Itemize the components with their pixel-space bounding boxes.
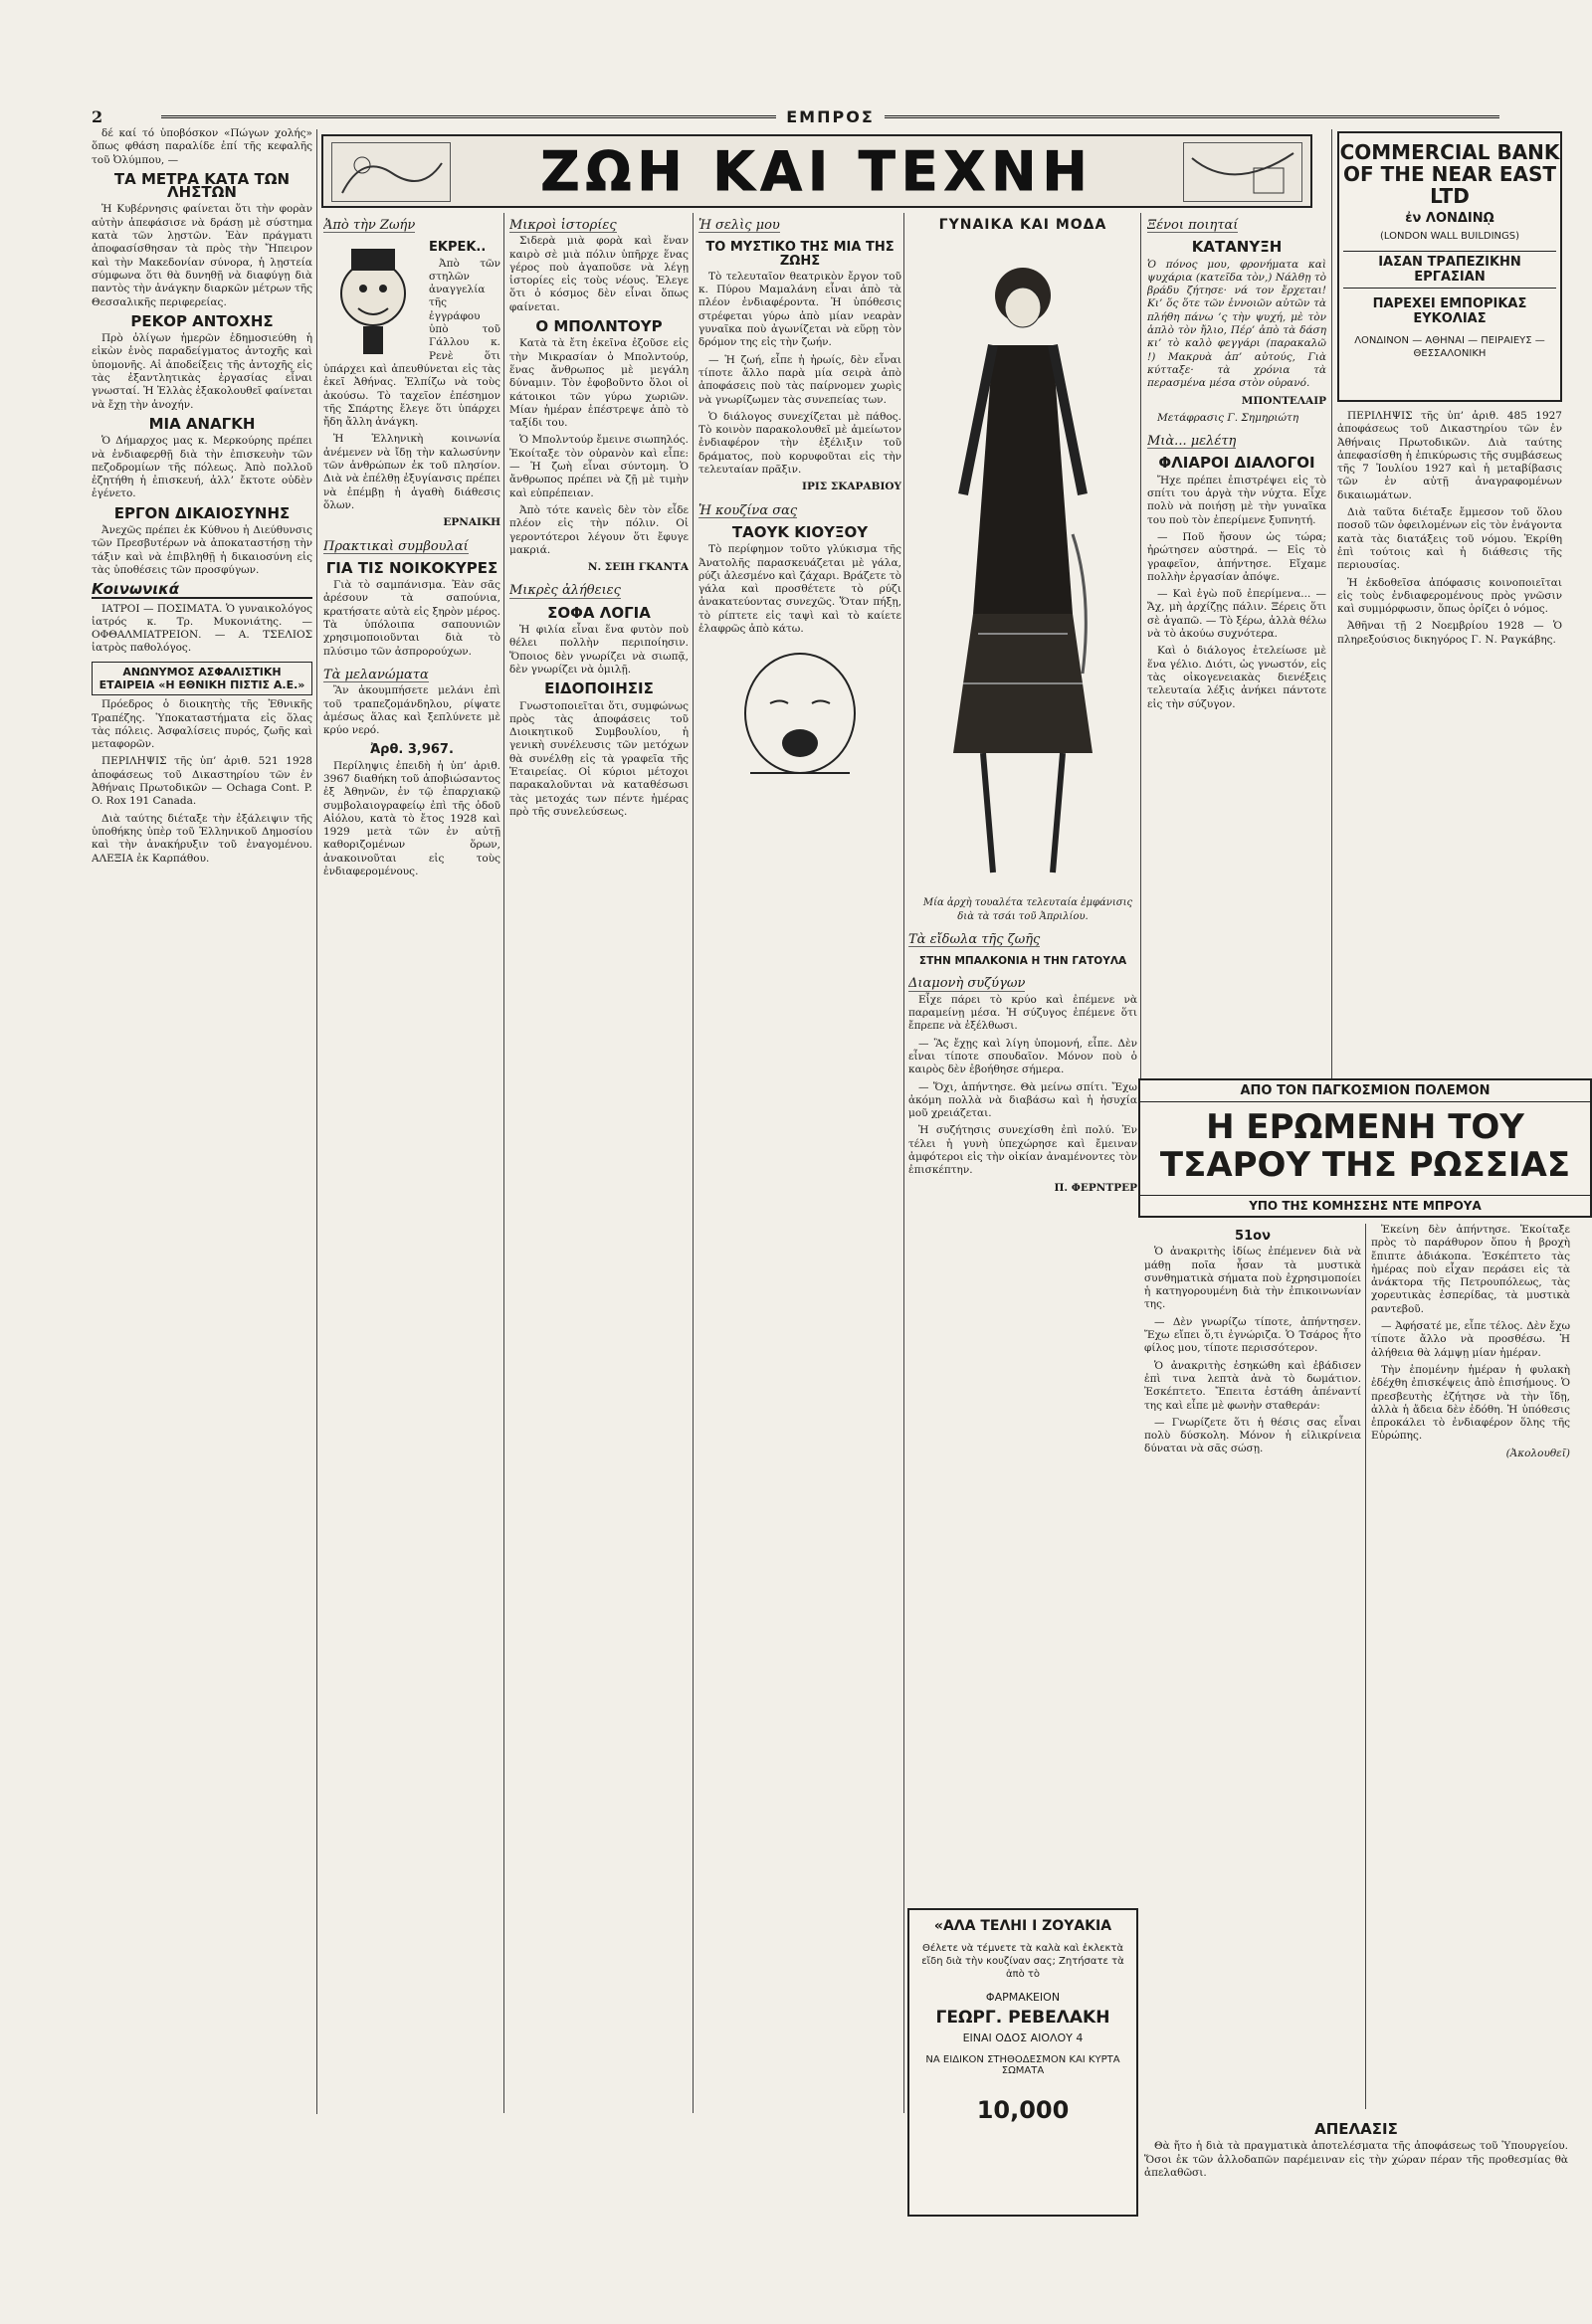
kicker: Μιὰ... μελέτη [1147, 434, 1237, 450]
kicker: Μικροὶ ἱστορίες [509, 218, 617, 233]
ad-bank-line: ΙΑΣΑΝ ΤΡΑΠΕΖΙΚΗΝ ΕΡΓΑΣΙΑΝ [1343, 251, 1556, 289]
pharmacy-advertisement [907, 1908, 1138, 2217]
article-text: Ἤχε πρέπει ἐπιστρέψει εἰς τὸ σπίτι του ἀργὰ τὴν νύχτα. Εἶχε πολὺ νὰ ποιήσῃ μὲ τὴν γυναῖκα του ποὺ τὸν ἐπερίμενε ξυπνητή. [1147, 474, 1326, 526]
article-text: ΙΑΤΡΟΙ — ΠΟΣΙΜΑΤΑ. Ὁ γυναικολόγος ἰατρός κ. Τρ. Μυκονιάτης. — ΟΦΘΑΛΜΙΑΤΡΕΙΟΝ. — Α. ΤΣΕΛΙΟΣ ἰατρὸς παθολόγος. [92, 602, 312, 655]
column-mikroi [509, 213, 689, 2113]
image-caption: Μία ἀρχὴ τουαλέτα τελευταία ἐμφάνισις διὰ τὰ τσάι τοῦ Ἀπριλίου. [922, 897, 1133, 922]
article-text: Περίληψις ἐπειδὴ ἡ ὑπ’ ἀριθ. 3967 διαθήκη τοῦ ἀποβιώσαντος ἐξ Ἀθηνῶν, ἐν τῷ ἐπαρχιακῷ συμβολαιογραφείῳ ἐπὶ τῆς ὁδοῦ Αἰόλου, κατὰ τὸ ἔτος 1928 καὶ 1929 μετὰ τῶν ἐν αὐτῇ καθοριζομένων ὅρων, ἀνακοινοῦται εἰς τοὺς ἐνδιαφερομένους. [323, 759, 500, 878]
article-text: Διὰ ταύτης διέταξε τὴν ἐξάλειψιν τῆς ὑποθήκης ὑπὲρ τοῦ Ἑλληνικοῦ Δημοσίου καὶ τὴν ἀνακήρυξιν τοῦ ἐναγομένου. ΑΛΕΞΙΑ ἐκ Καρπάθου. [92, 812, 312, 865]
column-rule [1365, 1224, 1366, 2109]
newspaper-name: ΕΜΠΡΟΣ [786, 106, 875, 126]
ad-bank-address: (LONDON WALL BUILDINGS) [1379, 231, 1520, 242]
article-text: Εἶχε πάρει τὸ κρύο καὶ ἐπέμενε νὰ παραμείνῃ μέσα. Ἡ σύζυγος ἐπέμενε ὅτι ἔπρεπε νὰ ἐξέλθωσι. [908, 993, 1137, 1033]
article-text: Ὁ Μπολντούρ ἔμεινε σιωπηλός. Ἐκοίταξε τὸν οὐρανὸν καὶ εἶπε: — Ἡ ζωὴ εἶναι σύντομη. Ὁ ἄνθρωπος πρέπει νὰ ζῇ μὲ τιμὴν καὶ εὐπρέπειαν. [509, 434, 689, 499]
headline: ΦΛΙΑΡΟΙ ΔΙΑΛΟΓΟΙ [1158, 454, 1315, 473]
headline: ΑΠΕΛΑΣΙΣ [1314, 2120, 1398, 2138]
article-text: Ὁ ἀνακριτὴς ἰδίως ἐπέμενεν διὰ νὰ μάθῃ ποῖα ἦσαν τὰ μυστικὰ συνθηματικὰ σήματα ποὺ ἐχρησιμοποίει ἡ κατηγορουμένη διὰ τὴν ἐπικοινωνίαν της. [1144, 1246, 1361, 1311]
headline: ΚΑΤΑΝΥΞΗ [1191, 238, 1283, 257]
headline: ΤΑΟΥΚ ΚΙΟΥΞΟΥ [731, 522, 869, 541]
article-text: Σιδερὰ μιὰ φορὰ καὶ ἕναν καιρὸ σὲ μιὰ πόλιν ὑπῆρχε ἕνας γέρος ποὺ ἀγαποῦσε νὰ λέγῃ ἱστορίες εἰς τοὺς νέους. Ἐλεγε ὅτι ὁ κόσμος δὲν εἶναι ὅπως φαίνεται. [509, 235, 689, 313]
ad-bank-line: ΛΟΝΔΙΝΟΝ — ΑΘΗΝΑΙ — ΠΕΙΡΑΙΕΥΣ — ΘΕΣΣΑΛΟΝΙΚΗ [1354, 335, 1545, 359]
article-text: Κατὰ τὰ ἔτη ἐκεῖνα ἐζοῦσε εἰς τὴν Μικρασίαν ὁ Μπολντούρ, ἕνας ἄνθρωπος μὲ μεγάλη δύναμιν. Τὸν ἐφοβοῦντο ὅλοι οἱ κάτοικοι τῶν γύρω χωριῶν. Μίαν ἡμέραν ἐπέστρεψε ἀπὸ τὸ ταξίδι του. [509, 337, 689, 430]
article-text: Ὁ Δήμαρχος μας κ. Μερκούρης πρέπει νὰ ἐνδιαφερθῇ διὰ τὴν ἐπισκευὴν τῶν πεζοδρομίων τῆς πόλεως. Ἀπὸ πολλοῦ ἐζητήθη ἡ ἐπισκευή, ἀλλ’ ἔκτοτε οὐδὲν ἐγένετο. [92, 435, 312, 500]
ad-name: ΓΕΩΡΓ. ΡΕΒΕΛΑΚΗ [935, 2008, 1110, 2028]
headline: Ο ΜΠΟΛΝΤΟΥΡ [535, 317, 663, 336]
article-text: Καὶ ὁ διάλογος ἐτελείωσε μὲ ἕνα γέλιο. Διότι, ὡς γνωστόν, εἰς τὰς οἰκογενειακὰς διενέξεις τελευταία λέξις ἀνήκει πάντοτε εἰς τὴν σύζυγον. [1147, 645, 1326, 710]
fashion-illustration [923, 236, 1122, 892]
article-text: Τὸ τελευταῖον θεατρικὸν ἔργον τοῦ κ. Πύρου Μαμαλάνη εἶναι ἀπὸ τὰ πλέον ἐνδιαφέροντα. Ἡ ὑπόθεσις στρέφεται γύρω ἀπὸ μίαν νεαρὰν γυναῖκα ποὺ ἀγωνίζεται νὰ εὕρῃ τὸν δρόμον της εἰς τὴν ζωήν. [698, 270, 901, 349]
headline: ΤΑ ΜΕΤΡΑ ΚΑΤΑ ΤΩΝ ΛΗΣΤΩΝ [113, 169, 291, 202]
kicker: Πρακτικαὶ συμβουλαί [323, 538, 469, 554]
article-text: — Καὶ ἐγὼ ποῦ ἐπερίμενα... — Ἄχ, μὴ ἀρχίζῃς πάλιν. Ξέρεις ὅτι σὲ ἀγαπῶ. — Τὸ ξέρω, ἀλλὰ θέλω νὰ τὸ ἀκούω συχνότερα. [1147, 588, 1326, 641]
kicker: Τὰ μελανώματα [323, 667, 429, 682]
article-text: — Ποῦ ἤσουν ὡς τώρα; ἠρώτησεν αὐστηρά. — Εἰς τὸ γραφεῖον, ἀπήντησε. Εἴχαμε πολλὴν ἐργασίαν ἀπόψε. [1147, 530, 1326, 583]
article-text: Ἂν ἀκουμπήσετε μελάνι ἐπὶ τοῦ τραπεζομάνδηλου, ρίψατε ἀμέσως ἅλας καὶ ξεπλύνετε μὲ κρύο νερό. [323, 684, 500, 737]
kicker: Ἀπὸ τὴν Ζωήν [323, 218, 416, 233]
poem-text: Ὁ πόνος μου, φρονήματα καὶ ψυχάρια (κατεῖδα τὸν,) Νάλθῃ τὸ βράδυ ζήτησε· νά τον ἔρχεται! Κι’ ὅς ὅτε τῶν ἐννοιῶν αὐτῶν τὰ πλήθη πάνω ’ς τὴν ψυχή, μὲ τὸν ἁπλὸ τὸν ἤλιο, Πέρ’ ἀπὸ τὰ δάση κι’ τὸ καλὸ φεγγάρι (παρακαλῶ !) Μακρυὰ ἀπ’ αὐτούς, Γιὰ κύτταξε· τὰ χρόνια τὰ περασμένα μέσα στὸν οὐρανό. [1147, 258, 1326, 390]
column-serial-2 [1371, 1224, 1570, 2109]
headline: Κοινωνικά [92, 583, 312, 598]
byline: ΕΡΝΑΙΚΗ [443, 516, 500, 529]
face-illustration [710, 644, 890, 793]
kicker: Ξένοι ποιηταί [1147, 218, 1239, 233]
byline: Π. ΦΕΡΝΤΡΕΡ [1054, 1181, 1137, 1194]
kicker: Τὰ εἴδωλα τῆς ζωῆς [908, 931, 1041, 947]
serial-kicker: ΑΠΟ ΤΟΝ ΠΑΓΚΟΣΜΙΟΝ ΠΟΛΕΜΟΝ [1140, 1080, 1590, 1102]
serial-title-line2: ΤΣΑΡΟΥ ΤΗΣ ΡΩΣΣΙΑΣ [1159, 1145, 1571, 1185]
article-text: Γιὰ τὸ σαμπάνισμα. Ἐὰν σᾶς ἀρέσουν τὰ σαπούνια, κρατήσατε αὐτὰ εἰς ξηρὸν μέρος. Τὰ ὑπόλοιπα σαπουνιῶν χρησιμοποιοῦνται διὰ τὸ πλύσιμο τῶν ἀσπρορούχων. [323, 579, 500, 658]
kicker: Ἡ σελὶς μου [698, 218, 780, 233]
article-text: Ἡ Ἑλληνικὴ κοινωνία ἀνέμενεν νὰ ἴδῃ τὴν καλωσύνην τῶν ἀνθρώπων ἐκ τοῦ πλησίον. Διὰ νὰ ἐπέλθῃ ἐξυγίανσις πρέπει νὰ ἐπέμβῃ ἡ ἀγαθὴ διάθεσις ὅλων. [323, 433, 500, 511]
headline: ΡΕΚΟΡ ΑΝΤΟΧΗΣ [130, 311, 274, 330]
column-rule [1331, 129, 1332, 1078]
article-text: Ὁ διάλογος συνεχίζεται μὲ πάθος. Τὸ κοινὸν παρακολουθεῖ μὲ ἀμείωτον ἐνδιαφέρον τὴν ἐξέλιξιν τοῦ δράματος, ποὺ κορυφοῦται εἰς τὴν τελευταίαν πρᾶξιν. [698, 410, 901, 477]
masthead-rule-right [885, 115, 1499, 118]
article-text: Ἡ συζήτησις συνεχίσθη ἐπὶ πολύ. Ἐν τέλει ἡ γυνὴ ὑπεχώρησε καὶ ἔμειναν ἀμφότεροι εἰς τὴν οἰκίαν ἀναμένοντες τὸν ἐπισκέπτην. [908, 1124, 1137, 1177]
byline: ΙΡΙΣ ΣΚΑΡΑΒΙΟΥ [802, 481, 901, 493]
kicker: Μικρὲς ἀλήθειες [509, 583, 621, 599]
article-text: Πρόεδρος ὁ διοικητὴς τῆς Ἐθνικῆς Τραπέζης. Ὑποκαταστήματα εἰς ὅλας τὰς πόλεις. Ἀσφαλίσεις πυρός, ζωῆς καὶ μεταφορῶν. [92, 698, 312, 751]
article-text: Ἀνεχῶς πρέπει ἐκ Κύθνου ἡ Διεύθυνσις τῶν Πρεσβυτέρων νὰ ἀποκαταστήσῃ τὴν τάξιν καὶ νὰ ἐπιβληθῇ ἡ δικαιοσύνη εἰς τὰς ὑποθέσεις τῶν προσφύγων. [92, 524, 312, 576]
ad-address: ΕΙΝΑΙ ΟΔΟΣ ΑΙΟΛΟΥ 4 [962, 2032, 1084, 2044]
article-text: — Ἡ ζωή, εἶπε ἡ ἡρωίς, δὲν εἶναι τίποτε ἄλλο παρὰ μία σειρὰ ἀπὸ ἀποφάσεις ποὺ τὰς παίρνομεν χωρὶς νὰ γνωρίζωμεν τὰς συνεπείας των. [698, 353, 901, 406]
column-rule [1140, 213, 1141, 1078]
article-text: — Γνωρίζετε ὅτι ἡ θέσις σας εἶναι πολὺ δύσκολη. Μόνον ἡ εἰλικρίνεια δύναται νὰ σᾶς σώσῃ. [1144, 1416, 1361, 1455]
article-text: Διὰ ταῦτα διέταξε ἔμμεσον τοῦ ὅλου ποσοῦ τῶν ὀφειλομένων εἰς τὸν ἐνάγοντα κατὰ τὰς διατάξεις τοῦ νόμου. Ἐκρίθη ἐπὶ τούτοις καὶ ἡ διάθεσις τῆς περιουσίας. [1337, 506, 1562, 572]
column-fashion [908, 213, 1137, 1904]
article-text: — Δὲν γνωρίζω τίποτε, ἀπήντησεν. Ἔχω εἴπει ὅ,τι ἐγνώριζα. Ὁ Τσάρος ἦτο φίλος μου, τίποτε περισσότερον. [1144, 1315, 1361, 1355]
article-text: Ἀπὸ τότε κανεὶς δὲν τὸν εἶδε πλέον εἰς τὴν πόλιν. Οἱ γεροντότεροι λέγουν ὅτι ἔφυγε μακριά. [509, 503, 689, 556]
column-selis [698, 213, 901, 2113]
banner-illustration-right [1183, 142, 1302, 202]
headline: ΜΙΑ ΑΝΑΓΚΗ [148, 414, 256, 433]
ad-price: 10,000 [976, 2096, 1070, 2124]
article-text: Ἡ φιλία εἶναι ἕνα φυτὸν ποὺ θέλει πολλὴν περιποίησιν. Ὅποιος δὲν γνωρίζει νὰ σιωπᾷ, δὲν γνωρίζει νὰ ὁμιλῇ. [509, 624, 689, 676]
ad-bank-city: ἐν ΛΟΝΔΙΝῼ [1405, 211, 1494, 226]
article-text: Θὰ ἤτο ἡ διὰ τὰ πραγματικὰ ἀποτελέσματα τῆς ἀποφάσεως τοῦ Ὑπουργείου. Ὅσοι ἐκ τῶν ἀλλοδαπῶν παρέμειναν εἰς τὴν χώραν πέραν τῆς προθεσμίας θὰ ἀπελαθῶσι. [1144, 2140, 1568, 2179]
column-zoi [323, 213, 500, 2113]
headline: ΑΝΩΝΥΜΟΣ ΑΣΦΑΛΙΣΤΙΚΗ ΕΤΑΙΡΕΙΑ «Η ΕΘΝΙΚΗ ΠΙΣΤΙΣ Α.Ε.» [92, 662, 312, 696]
translator: Μετάφρασις Γ. Σημηριώτη [1157, 411, 1299, 424]
article-text: Τὴν ἑπομένην ἡμέραν ἡ φυλακὴ ἐδέχθη ἐπισκέψεις ἀπὸ ἐπισήμους. Ὁ πρεσβευτὴς ἐζήτησε νὰ τὴν ἴδῃ, ἀλλὰ ἡ ἄδεια δὲν ἐδόθη. Ἡ ὑπόθεσις ἐπροκάλει τὸ ἐνδιαφέρον ὅλης τῆς Εὐρώπης. [1371, 1363, 1570, 1443]
serial-headline-box [1138, 1078, 1592, 1218]
column-rule [693, 213, 694, 2113]
bank-advertisement [1337, 131, 1562, 402]
ad-pharmacy-label: ΦΑΡΜΑΚΕΙΟΝ [985, 1991, 1061, 2004]
headline: ΕΚΡΕΚ.. [429, 240, 487, 256]
column-right [1337, 410, 1562, 1074]
article-text: δέ καί τό ὑποβόσκον «Πώγων χολής» ὅπως φθάση παραλίδε ἐπί τῆς κεφαλῆς τοῦ Ὀλύμπου, — [92, 127, 312, 166]
article-text: — Ἀφήσατέ με, εἶπε τέλος. Δὲν ἔχω τίποτε ἄλλο νὰ προσθέσω. Ἡ ἀλήθεια θὰ λάμψῃ μίαν ἡμέραν. [1371, 1320, 1570, 1359]
serial-number: 51ον [1235, 1229, 1271, 1244]
column-serial-1 [1144, 1224, 1361, 2109]
serial-title-line1: Η ΕΡΩΜΕΝΗ ΤΟΥ [1206, 1107, 1524, 1147]
column-rule [316, 129, 317, 2114]
column-xenoi [1147, 213, 1326, 1074]
headline: ΣΟΦΑ ΛΟΓΙΑ [547, 603, 651, 622]
article-text: Πρὸ ὀλίγων ἡμερῶν ἐδημοσιεύθη ἡ εἰκὼν ἑνὸς παραδείγματος ἀντοχῆς καὶ ὑπομονῆς. Αἱ ἀποδείξεις τῆς ἀντοχῆς εἰς τὰς ἐξαντλητικὰς ἐργασίας εἶναι γνωσταί. Ἡ Ἑλλὰς ἐξακολουθεῖ φαίνεται νὰ ἔχῃ τὴν ἀνοχήν. [92, 332, 312, 411]
serial-author: ΥΠΟ ΤΗΣ ΚΟΜΗΣΣΗΣ ΝΤΕ ΜΠΡΟΥΑ [1140, 1195, 1590, 1216]
caricature-figure [323, 239, 423, 358]
continued-note: (Ἀκολουθεῖ) [1505, 1447, 1570, 1459]
section-banner [321, 134, 1312, 208]
ad-line: ΝΑ ΕΙΔΙΚΟΝ ΣΤΗΘΟΔΕΣΜΟΝ ΚΑΙ ΚΥΡΤΑ ΣΩΜΑΤΑ [925, 2054, 1120, 2076]
article-text: Ἡ ἐκδοθεῖσα ἀπόφασις κοινοποιεῖται εἰς τοὺς ἐνδιαφερομένους πρὸς γνῶσιν καὶ συμμόρφωσιν, ὅπως ὁρίζει ὁ νόμος. [1337, 576, 1562, 616]
ad-text: Θέλετε νὰ τέμνετε τὰ καλὰ καὶ ἐκλεκτὰ εἴδη διὰ τὴν κουζίναν σας; Ζητήσατε τὰ ἀπὸ τὸ [921, 1943, 1124, 1980]
column-rule [503, 213, 504, 2113]
kicker: Ἡ κουζίνα σας [698, 502, 798, 518]
article-text: Γνωστοποιεῖται ὅτι, συμφώνως πρὸς τὰς ἀποφάσεις τοῦ Διοικητικοῦ Συμβουλίου, ἡ γενικὴ συνέλευσις τῶν μετόχων θὰ συνέλθῃ εἰς τὰ γραφεῖα τῆς Ἑταιρείας. Οἱ κύριοι μέτοχοι παρακαλοῦνται νὰ καταθέσωσι τὰς μετοχάς των πέντε ἡμέρας πρὸ τῆς συνελεύσεως. [509, 699, 689, 818]
ad-title: «ΑΛΑ ΤΕΛΗΙ Ι ΖΟΥΑΚΙΑ [933, 1918, 1112, 1934]
article-text: Ἡ Κυβέρνησις φαίνεται ὅτι τὴν φορὰν αὐτὴν ἀπεφάσισε νὰ δράσῃ μὲ σύστημα κατὰ τῶν λῃστῶν. Ἐὰν πράγματι ἀποφασίσθησαν τὰ πρὸς τὴν Ἤπειρον καὶ τὴν Μακεδονίαν σύνορα, ἡ λῃστεία σύμφωνα ὅτι θὰ δυνηθῇ νὰ διαφύγῃ διὰ παντὸς τὴν ἀνάγκην διαρκῶν μέτρων τῆς Θεσσαλικῆς περιφερείας. [92, 203, 312, 308]
section-title: ΖΩΗ ΚΑΙ ΤΕΧΝΗ [540, 139, 1094, 203]
page-number: 2 [92, 106, 103, 126]
article-text: ΠΕΡΙΛΗΨΙΣ τῆς ὑπ’ ἀριθ. 485 1927 ἀποφάσεως τοῦ Δικαστηρίου τῶν ἐν Ἀθήναις Πρωτοδικῶν. Διὰ ταύτης ἀπεφασίσθη ἡ ἐπικύρωσις τῆς συμβάσεως τῆς 7 Ἰουλίου 1927 καὶ ἡ μεταβίβασις τῶν ἐν αὐτῇ ἀναγραφομένων δικαιωμάτων. [1337, 410, 1562, 501]
article-text: Ὁ ἀνακριτὴς ἐσηκώθη καὶ ἐβάδισεν ἐπὶ τινα λεπτὰ ἀνὰ τὸ δωμάτιον. Ἐσκέπτετο. Ἔπειτα ἐστάθη ἀπέναντί της καὶ εἶπε μὲ φωνὴν σταθεράν: [1144, 1359, 1361, 1412]
ad-bank-line: ΠΑΡΕΧΕΙ ΕΜΠΟΡΙΚΑΣ ΕΥΚΟΛΙΑΣ [1372, 296, 1527, 326]
column-rule [903, 213, 904, 2113]
headline: ΤΟ ΜΥΣΤΙΚΟ ΤΗΣ ΜΙΑ ΤΗΣ ΖΩΗΣ [705, 240, 895, 269]
article-text: Ἐκείνη δὲν ἀπήντησε. Ἐκοίταξε πρὸς τὸ παράθυρον ὅπου ἡ βροχὴ ἔπιπτε ἀδιάκοπα. Ἐσκέπτετο τὰς ἡμέρας ποὺ εἶχαν περάσει εἰς τὰ ἀνάκτορα τῆς Πετρουπόλεως, τὰς χορευτικὰς ἑσπερίδας, τὰ μυστικὰ ραντεβοῦ. [1371, 1224, 1570, 1315]
kicker: Διαμονὴ συζύγων [908, 976, 1026, 992]
article-text: — Ἂς ἔχῃς καὶ λίγη ὑπομονή, εἶπε. Δὲν εἶναι τίποτε σπουδαῖον. Μόνον ποὺ ὁ καιρὸς δὲν ἐβοήθησε σήμερα. [908, 1037, 1137, 1076]
headline: Ἀρθ. 3,967. [370, 742, 454, 758]
article-text: Ἀθῆναι τῇ 2 Νοεμβρίου 1928 — Ὁ πληρεξούσιος δικηγόρος Γ. Ν. Ραγκάβης. [1337, 620, 1562, 646]
byline: ΜΠΟΝΤΕΛΑΙΡ [1241, 394, 1326, 407]
article-text: — Ὅχι, ἀπήντησε. Θὰ μείνω σπίτι. Ἔχω ἀκόμη πολλὰ νὰ διαβάσω καὶ ἡ ἡσυχία μοῦ χρειάζεται. [908, 1080, 1137, 1120]
headline: ΕΡΓΟΝ ΔΙΚΑΙΟΣΥΝΗΣ [113, 503, 291, 522]
column-left [92, 127, 312, 2112]
byline: Ν. ΣΕΙΗ ΓΚΑΝΤΑ [587, 561, 689, 574]
headline: ΕΙΔΟΠΟΙΗΣΙΣ [544, 679, 654, 698]
headline: ΓΥΝΑΙΚΑ ΚΑΙ ΜΟΔΑ [938, 217, 1107, 233]
ad-bank-name: COMMERCIAL BANK OF THE NEAR EAST LTD [1339, 140, 1560, 208]
masthead-bar [92, 103, 1509, 129]
banner-illustration-left [331, 142, 451, 202]
headline: ΓΙΑ ΤΙΣ ΝΟΙΚΟΚΥΡΕΣ [325, 558, 498, 577]
article-text: Τὸ περίφημον τοῦτο γλύκισμα τῆς Ἀνατολῆς παρασκευάζεται μὲ γάλα, ρύζι ἀλεσμένο καὶ ζάχαρι. Βράζετε τὸ γάλα καὶ προσθέτετε τὸ ρύζι ἀνακατεύοντας συνεχῶς. Ὅταν πήξῃ, τὸ ρίπτετε εἰς ταψὶ καὶ τὸ καίετε ἐλαφρῶς ἀπὸ κάτω. [698, 543, 901, 636]
article-text: Ἀπὸ τῶν στηλῶν ἀναγγελία τῆς ἐγγράφου ὑπὸ τοῦ Γάλλου κ. Ρενὲ ὅτι ὑπάρχει καὶ ἀπευθύνεται εἰς τὰς ἐκεῖ Ἀθήνας. Ἐλπίζω νὰ τοὺς ἀκούσω. Τὸ ταχεῖον ἐπέσημον τῆς Σπάρτης ἔλεγε ὅτι ὑπάρχει ἤδη ἄλλη ἀνάγκη. [323, 257, 500, 429]
column-apelasis [1144, 2117, 1568, 2213]
article-text: ΠΕΡΙΛΗΨΙΣ τῆς ὑπ’ ἀριθ. 521 1928 ἀποφάσεως τοῦ Δικαστηρίου τῶν ἐν Ἀθήναις Πρωτοδικῶν — Ochaga Cont. P. O. Rox 191 Canada. [92, 755, 312, 808]
masthead-rule-left [161, 115, 776, 118]
headline: ΣΤΗΝ ΜΠΑΛΚΟΝΙΑ Η ΤΗΝ ΓΑΤΟΥΛΑ [918, 955, 1127, 968]
